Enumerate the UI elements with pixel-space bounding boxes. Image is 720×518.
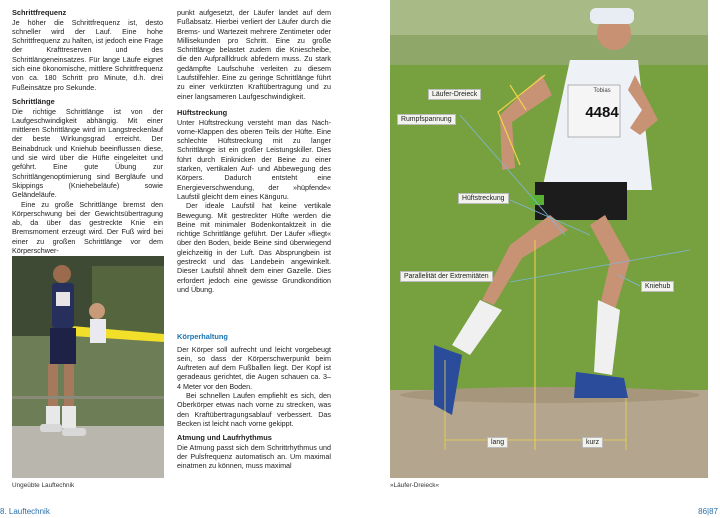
photo-caption: Ungeübte Lauftechnik — [12, 482, 75, 489]
label-lang: lang — [487, 437, 508, 448]
label-kurz: kurz — [582, 437, 603, 448]
paragraph: Der ideale Laufstil hat keine vertikale Bewegung. Mit gestreckter Hüfte werden die Beine mit minimaler Bodenkontaktzeit in die richtige Schrittlänge geführt. Der Läufer »fliegt« über den Boden, beide Beine sind überwiegend gleichzeitig in der Luft. Das Absprungbein ist gestreckt und das Landebein angewinkelt. Dieser Laufstil ähnelt dem einer Gazelle. Dies erfordert jedoch eine gewisse Grundkondition und Übung. — [177, 201, 331, 294]
paragraph: Bei schnellen Laufen empfiehlt es sich, den Oberkörper etwas nach vorne zu strecken, was den Kraftübertragungsablauf verbessert. Das Becken ist leicht nach vorne gekippt. — [177, 391, 331, 428]
paragraph: Der Körper soll aufrecht und leicht vorgebeugt sein, so dass der Körperschwerpunkt beim Auftreten auf dem Fußballen liegt. Der Kopf ist geradeaus gerichtet, die Augen schauen ca. 3–4 Meter vor den Boden. — [177, 344, 331, 391]
paragraph: Unter Hüftstreckung versteht man das Nach-vorne-Klappen des oberen Teils der Hüfte. Eine schlechte Hüftstreckung mit zu langer Schrittlänge ist ein großer Leistungskiller. Dies führt durch Einknicken der Beine zu einer starken, vertikalen Auf- und Abbewegung des Körpers. Dadurch entsteht eine Energieverschwendung, der »hüpfende« Laufstil gleicht dem eines Känguru. — [177, 117, 331, 201]
paragraph: Die Atmung passt sich dem Schrittrhythmus und der Pulsfrequenz automatisch an. Um maximal einatmen zu können, muss maximal — [177, 442, 331, 471]
heading-hueftstreckung: Hüftstreckung — [177, 107, 228, 117]
heading-atmung: Atmung und Laufrhythmus — [177, 433, 272, 443]
paragraph: Je höher die Schrittfrequenz ist, desto schneller wird der Lauf. Eine hohe Schrittfrequenz zu halten, ist jedoch eine Frage der Krafttreserven und des Schrittlängeneinsatzes. Für lange Läufe eignet sich eine ökonomische, mittlere Schrittfrequenz von ca. 180 Schritt pro Minute, d.h. drei Fußeinsätze pro Sekunde. — [12, 17, 163, 92]
text-column-2 — [177, 8, 331, 294]
heading-schrittlaenge: Schrittlänge — [12, 96, 55, 106]
footer-chapter: 8. Lauftechnik — [0, 507, 50, 516]
photo-untrained-runner — [12, 256, 164, 478]
label-parallelitaet: Parallelität der Extremitäten — [400, 271, 493, 282]
label-hueftstreckung: Hüftstreckung — [458, 193, 509, 204]
paragraph: punkt aufgesetzt, der Läufer landet auf dem Fußabsatz. Hierbei verliert der Läufer durch die Brems- und Wartezeit mehrere Zentimeter oder Millisekunden pro Schritt. Eine zu große Schrittlänge belastet zudem die Kniescheibe, die den Aufprallldruck abfedern muss. Zu stark gedämpfte Laufschuhe verleiten zu diesem Laufstilfehler. Eine zu geringe Schrittlänge führt zu einer verkürzten Kraftübertragung und zu einer langsameren Laufgeschwindigkeit. — [177, 8, 331, 101]
bib-name: Tobias — [593, 88, 611, 94]
label-kniehub: Kniehub — [641, 281, 674, 292]
photo-caption-right: »Läufer-Dreieck« — [390, 482, 440, 489]
text-column-1 — [12, 8, 163, 255]
label-laeufer-dreieck: Läufer-Dreieck — [428, 89, 481, 100]
bib-number: 4484 — [585, 104, 619, 121]
heading-koerperhaltung: Körperhaltung — [177, 332, 228, 341]
text-column-3 — [177, 332, 331, 471]
paragraph: Eine zu große Schrittlänge bremst den Körperschwung bei der Gewichtsübertragung ab, da über das gestreckte Knie ein Bremsmoment erzeugt wird. Der Fuß wird bei einer zu großen Schrittlänge vor dem Körperschwer- — [12, 199, 163, 256]
photo-runner-technique — [390, 0, 708, 478]
paragraph: Die richtige Schrittlänge ist von der Laufgeschwindigkeit abhängig. Mit einer mittleren Schrittlänge wird im Langstreckenlauf der beste Wirkungsgrad erreicht. Der Beinabdruck und Kniehub beeinflussen diese, und sie wird über die Hüfte eingeleitet und geführt. Eine gute Übung zur Schrittlängenoptimierung sind Bergläufe und Skippings (Kniehebeläufe) sowie Geländeläufe. — [12, 106, 163, 200]
heading-schrittfrequenz: Schrittfrequenz — [12, 8, 67, 17]
footer-page-numbers: 86|87 — [698, 507, 718, 516]
label-rumpfspannung: Rumpfspannung — [397, 114, 456, 125]
